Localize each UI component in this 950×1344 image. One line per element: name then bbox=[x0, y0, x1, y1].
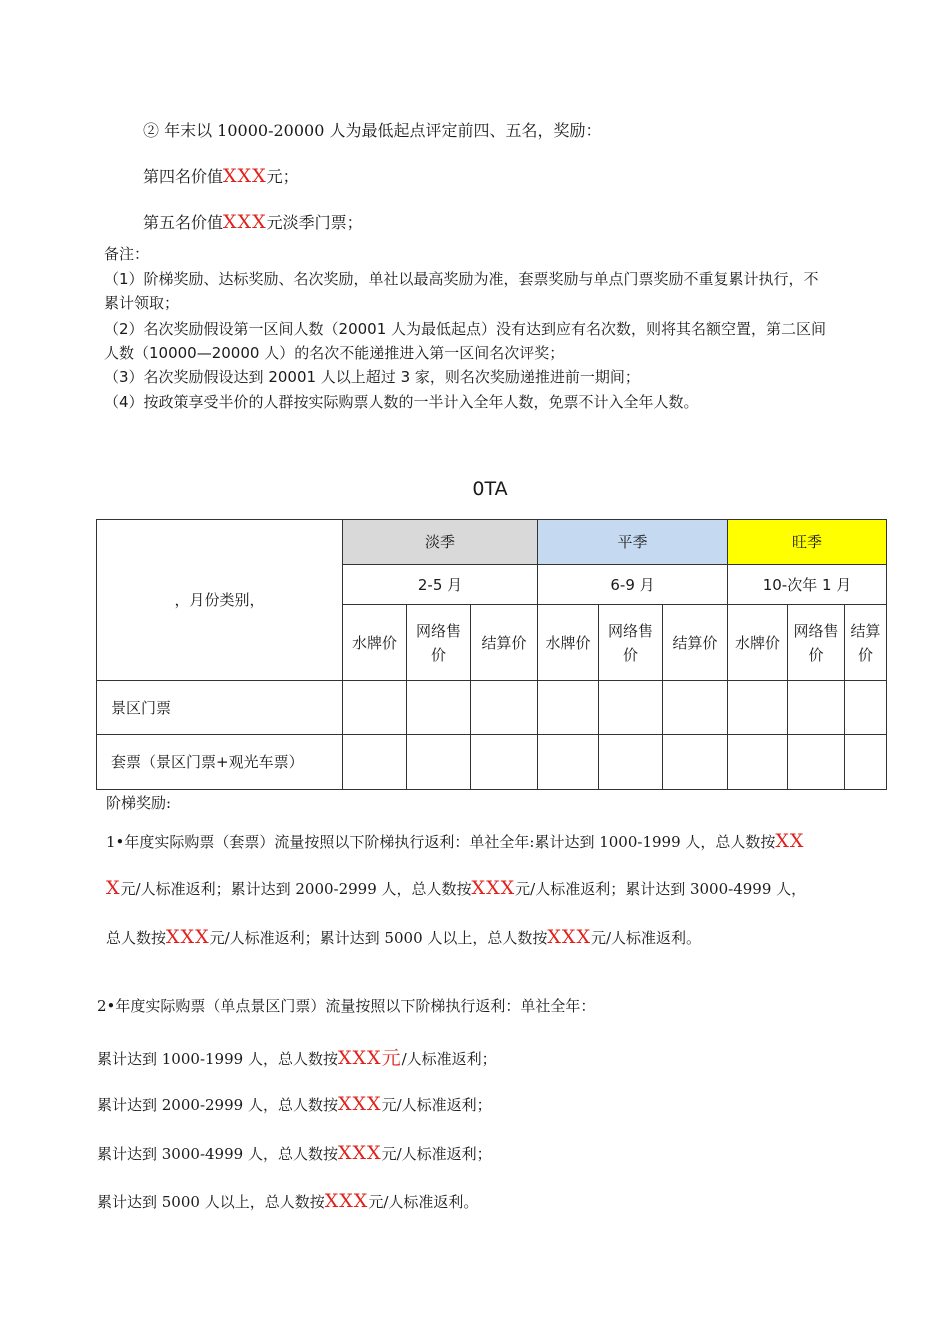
season-shoulder: 平季 bbox=[538, 520, 728, 565]
tier-text: 累计达到 5000 人以上，总人数按 bbox=[97, 1193, 325, 1211]
months-offpeak: 2-5 月 bbox=[343, 565, 538, 605]
table-cell bbox=[788, 681, 845, 735]
table-cell bbox=[407, 681, 471, 735]
table-cell bbox=[663, 735, 728, 790]
price-col-header: 水牌价 bbox=[343, 605, 407, 681]
table-cell bbox=[728, 681, 788, 735]
tier-amount: XXX bbox=[337, 1093, 382, 1115]
row-label: 景区门票 bbox=[97, 681, 343, 735]
note-1a: （1）阶梯奖励、达标奖励、名次奖励，单社以最高奖励为准，套票奖励与单点门票奖励不重复累计执行，不 bbox=[104, 270, 819, 288]
tier-unit: 元 bbox=[381, 1047, 402, 1069]
table-cell bbox=[663, 681, 728, 735]
ladder-p1-line3 bbox=[106, 926, 701, 948]
note-2b: 人数（10000—20000 人）的名次不能递推进入第一区间名次评奖； bbox=[104, 344, 565, 362]
tier-text: 元/人标准返利； bbox=[381, 1145, 492, 1163]
ladder-title: 阶梯奖励: bbox=[106, 794, 172, 812]
note-2a: （2）名次奖励假设第一区间人数（20001 人为最低起点）没有达到应有名次数，则将其名额空置，第二区间 bbox=[104, 320, 827, 338]
ladder-text: 元/人标准返利；累计达到 2000-2999 人，总人数按 bbox=[120, 880, 472, 898]
months-peak: 10-次年 1 月 bbox=[728, 565, 887, 605]
tier-text: /人标准返利； bbox=[401, 1050, 497, 1068]
table-cell bbox=[471, 681, 538, 735]
tier-text: 元/人标准返利； bbox=[381, 1096, 492, 1114]
table-cell bbox=[845, 735, 887, 790]
price-col-header: 水牌价 bbox=[538, 605, 599, 681]
notes-title: 备注： bbox=[104, 245, 150, 263]
table-cell bbox=[343, 735, 407, 790]
season-peak: 旺季 bbox=[728, 520, 887, 565]
table-title: 0TA bbox=[472, 478, 508, 500]
tier-text: 元/人标准返利。 bbox=[368, 1193, 479, 1211]
table-cell bbox=[538, 735, 599, 790]
note-1b: 累计领取； bbox=[104, 294, 180, 312]
table-cell bbox=[845, 681, 887, 735]
table-row bbox=[97, 681, 887, 735]
table-row bbox=[97, 735, 887, 790]
price-col-header: 结算价 bbox=[471, 605, 538, 681]
price-col-header: 水牌价 bbox=[728, 605, 788, 681]
table-cell bbox=[407, 735, 471, 790]
fourth-suffix: 元； bbox=[266, 167, 299, 186]
corner-label: ，月份类别， bbox=[97, 520, 343, 681]
table-cell bbox=[538, 681, 599, 735]
tier-amount: XXX bbox=[337, 1142, 382, 1164]
ladder-p2-title: 2•年度实际购票（单点景区门票）流量按照以下阶梯执行返利：单社全年： bbox=[97, 997, 596, 1015]
fourth-place-line bbox=[143, 164, 299, 187]
fourth-prefix: 第四名价值 bbox=[143, 167, 224, 186]
price-col-header: 结算价 bbox=[663, 605, 728, 681]
table-cell bbox=[728, 735, 788, 790]
fifth-suffix: 元淡季门票； bbox=[266, 213, 363, 232]
table-cell bbox=[343, 681, 407, 735]
tier-amount: XXX bbox=[324, 1190, 369, 1212]
tier-line bbox=[97, 1142, 492, 1164]
ladder-text: 元/人标准返利；累计达到 3000-4999 人， bbox=[515, 880, 807, 898]
tier-line bbox=[97, 1093, 492, 1115]
ladder-amount: XX bbox=[775, 830, 805, 852]
table-cell bbox=[599, 735, 663, 790]
price-col-header: 结算价 bbox=[845, 605, 887, 681]
ladder-amount: XXX bbox=[471, 877, 516, 899]
ladder-text: 元/人标准返利；累计达到 5000 人以上，总人数按 bbox=[209, 929, 548, 947]
fifth-place-line bbox=[143, 210, 363, 233]
fifth-prefix: 第五名价值 bbox=[143, 213, 224, 232]
tier-line bbox=[97, 1190, 478, 1212]
ladder-amount: XXX bbox=[547, 926, 591, 948]
ladder-text: 总人数按 bbox=[106, 929, 167, 947]
table-cell bbox=[788, 735, 845, 790]
prize-intro: ② 年末以 10000-20000 人为最低起点评定前四、五名，奖励： bbox=[143, 121, 602, 140]
ladder-amount: X bbox=[106, 877, 121, 899]
table-cell bbox=[599, 681, 663, 735]
tier-amount: XXX bbox=[337, 1047, 382, 1069]
row-label: 套票（景区门票+观光车票） bbox=[97, 735, 343, 790]
note-4: （4）按政策享受半价的人群按实际购票人数的一半计入全年人数，免票不计入全年人数。 bbox=[104, 393, 699, 411]
note-3: （3）名次奖励假设达到 20001 人以上超过 3 家，则名次奖励递推进前一期间； bbox=[104, 368, 640, 386]
fifth-amount: XXX bbox=[223, 211, 267, 233]
price-col-header: 网络售价 bbox=[407, 605, 471, 681]
ladder-p1-line2 bbox=[106, 877, 806, 899]
table-cell bbox=[471, 735, 538, 790]
ladder-text: 元/人标准返利。 bbox=[590, 929, 702, 947]
tier-text: 累计达到 3000-4999 人，总人数按 bbox=[97, 1145, 338, 1163]
ladder-p1-line1 bbox=[106, 830, 804, 852]
season-offpeak: 淡季 bbox=[343, 520, 538, 565]
ota-price-table bbox=[96, 519, 887, 790]
fourth-amount: XXX bbox=[223, 165, 267, 187]
price-col-header: 网络售价 bbox=[788, 605, 845, 681]
tier-text: 累计达到 2000-2999 人，总人数按 bbox=[97, 1096, 338, 1114]
tier-text: 累计达到 1000-1999 人，总人数按 bbox=[97, 1050, 338, 1068]
months-shoulder: 6-9 月 bbox=[538, 565, 728, 605]
tier-line bbox=[97, 1043, 497, 1070]
ladder-amount: XXX bbox=[166, 926, 210, 948]
ladder-text: 1•年度实际购票（套票）流量按照以下阶梯执行返利：单社全年:累计达到 1000-1999 人，总人数按 bbox=[106, 833, 776, 851]
price-col-header: 网络售价 bbox=[599, 605, 663, 681]
